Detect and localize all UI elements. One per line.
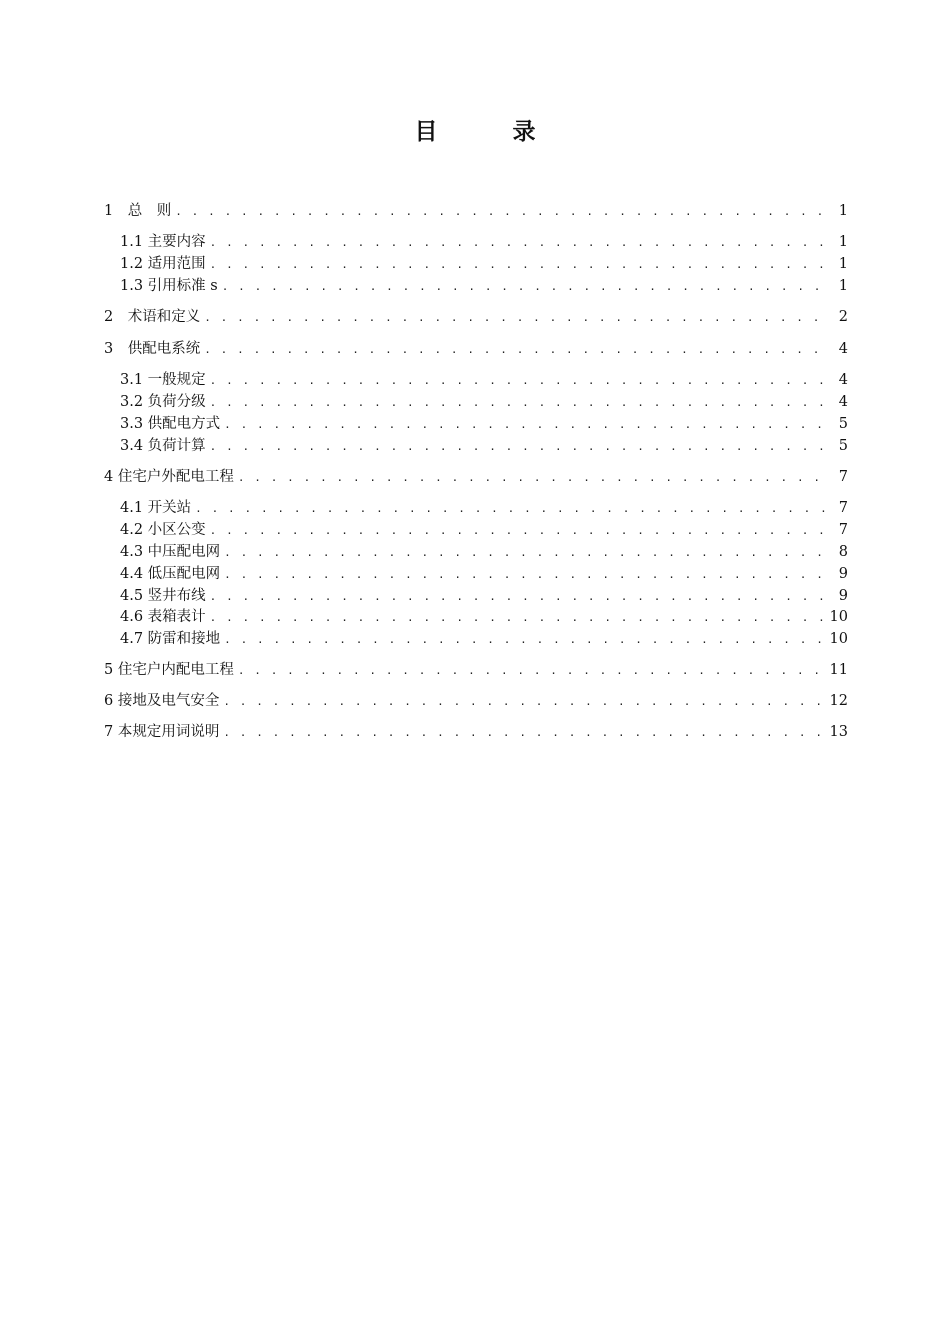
dot-leader [175,202,828,222]
toc-entry-label: 3 供配电系统 [104,341,201,357]
toc-entry-4-2[interactable] [120,520,848,541]
dot-leader [210,233,828,253]
toc-entry-page: 7 [838,469,848,485]
toc-entry-4-4[interactable] [120,564,848,585]
toc-entry-page: 9 [838,566,848,582]
toc-entry-label: 7 本规定用词说明 [104,724,220,740]
toc-entry-label: 1.1 主要内容 [120,234,206,250]
toc-entry-label: 4 住宅户外配电工程 [104,469,234,485]
dot-leader [210,608,826,628]
dot-leader [223,692,825,712]
toc-entry-page: 8 [838,544,848,560]
toc-title: 目 录 [414,119,562,145]
toc-entry-5[interactable] [104,660,848,681]
toc-entry-page: 1 [838,256,848,272]
toc-entry-page: 1 [838,278,848,294]
toc-entry-page: 1 [838,203,848,219]
dot-leader [195,499,828,519]
toc-entry-page: 4 [838,394,848,410]
toc-entry-label: 1.2 适用范围 [120,256,206,272]
dot-leader [210,587,828,607]
dot-leader [238,661,826,681]
toc-entry-3-4[interactable] [120,436,848,457]
toc-entry-4-1[interactable] [120,498,848,519]
toc-entry-2[interactable] [104,307,848,328]
toc-entry-label: 4.2 小区公变 [120,522,206,538]
toc-entry-1[interactable] [104,201,848,222]
toc-entry-page: 10 [829,609,848,625]
dot-leader [224,630,825,650]
toc-entry-label: 1 总 则 [104,203,172,219]
toc-entry-page: 1 [838,234,848,250]
dot-leader [224,543,828,563]
toc-entry-label: 3.3 供配电方式 [120,416,221,432]
dot-leader [222,277,828,297]
toc-entry-page: 7 [838,522,848,538]
dot-leader [204,308,828,328]
toc-entry-4-3[interactable] [120,542,848,563]
toc-entry-6[interactable] [104,691,848,712]
toc-entry-3-3[interactable] [120,414,848,435]
toc-entry-page: 4 [838,341,848,357]
toc-entry-1-3[interactable] [120,276,848,297]
toc-entry-label: 5 住宅户内配电工程 [104,662,234,678]
toc-entry-label: 3.1 一般规定 [120,372,206,388]
toc-entry-page: 5 [838,438,848,454]
toc-entry-label: 1.3 引用标准 s [120,278,218,294]
toc-entry-label: 4.7 防雷和接地 [120,631,221,647]
toc-entry-4-7[interactable] [120,629,848,650]
toc-entry-label: 6 接地及电气安全 [104,693,220,709]
toc-entry-label: 4.6 表箱表计 [120,609,206,625]
toc-entry-page: 11 [829,662,848,678]
toc-entry-label: 4.3 中压配电网 [120,544,221,560]
toc-entry-page: 7 [838,500,848,516]
toc-entry-1-1[interactable] [120,232,848,253]
dot-leader [223,723,825,743]
toc-entry-page: 2 [838,309,848,325]
dot-leader [224,415,828,435]
dot-leader [210,437,828,457]
toc-entry-page: 4 [838,372,848,388]
toc-entry-4-5[interactable] [120,586,848,607]
toc-entry-3[interactable] [104,339,848,360]
dot-leader [210,371,828,391]
dot-leader [210,393,828,413]
toc-entry-label: 2 术语和定义 [104,309,201,325]
toc-entry-page: 5 [838,416,848,432]
toc-entry-label: 3.2 负荷分级 [120,394,206,410]
toc-entry-3-2[interactable] [120,392,848,413]
dot-leader [210,255,828,275]
toc-entry-1-2[interactable] [120,254,848,275]
dot-leader [204,340,828,360]
toc-entry-label: 4.4 低压配电网 [120,566,221,582]
toc-entry-page: 12 [829,693,848,709]
toc-entry-page: 9 [838,588,848,604]
toc-entry-4[interactable] [104,467,848,488]
toc-entry-3-1[interactable] [120,370,848,391]
toc-entry-page: 10 [829,631,848,647]
toc-entry-page: 13 [829,724,848,740]
toc-entry-4-6[interactable] [120,607,848,628]
dot-leader [210,521,828,541]
toc-entry-7[interactable] [104,722,848,743]
toc-entry-label: 3.4 负荷计算 [120,438,206,454]
toc-entry-label: 4.1 开关站 [120,500,192,516]
dot-leader [238,468,828,488]
toc-entry-label: 4.5 竖井布线 [120,588,206,604]
dot-leader [224,565,828,585]
